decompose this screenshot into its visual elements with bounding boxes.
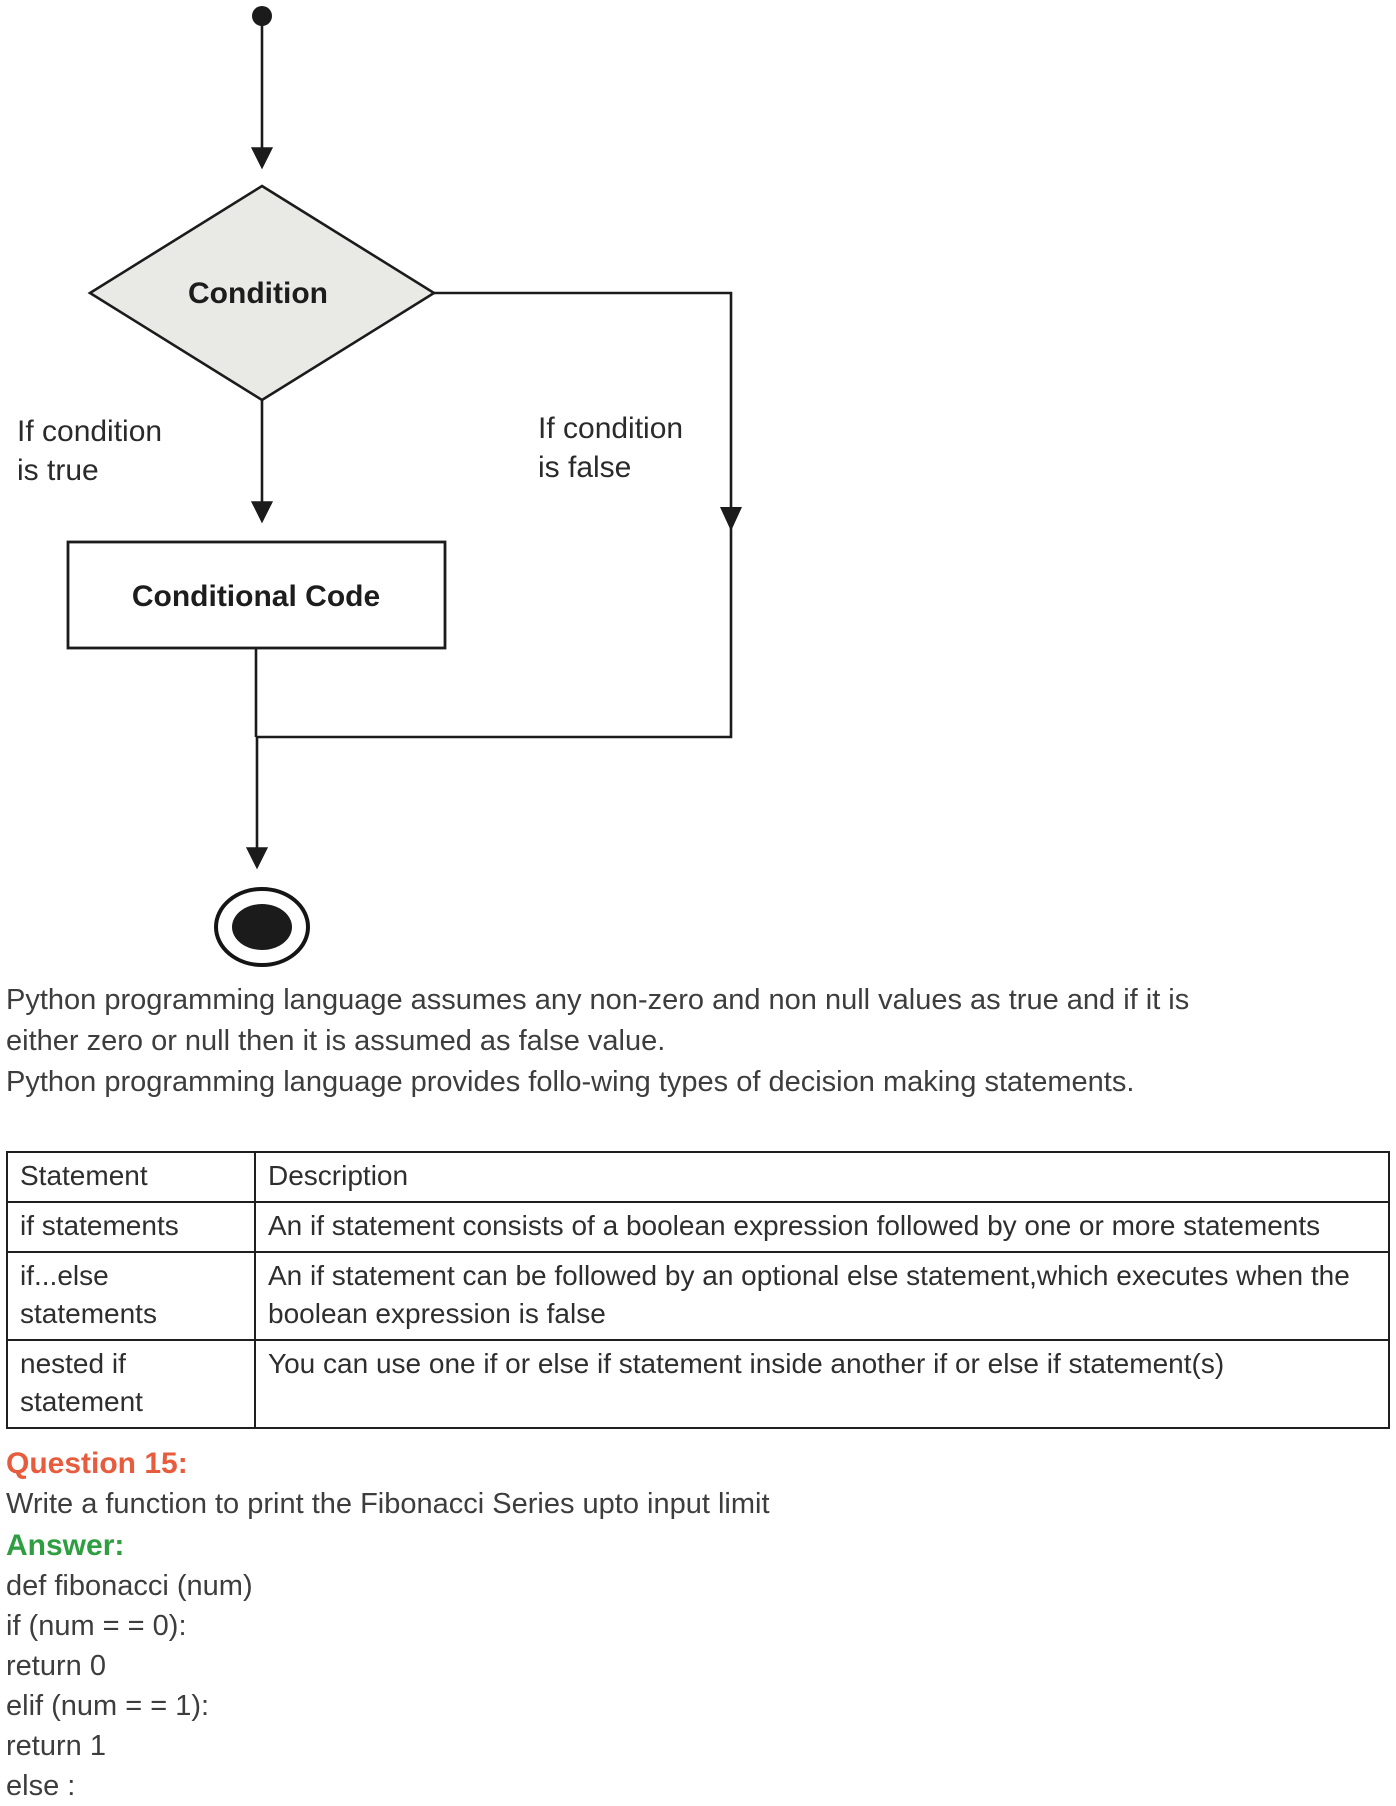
question-label: Question 15:	[6, 1447, 188, 1480]
flow-end-inner-dot	[232, 904, 292, 950]
false-branch-arrowhead	[720, 507, 742, 531]
table-cell-description: An if statement consists of a boolean expression followed by one or more statements	[255, 1202, 1389, 1252]
table-header-description: Description	[255, 1152, 1389, 1202]
table-row	[7, 1202, 1389, 1252]
code-line: else :	[6, 1770, 76, 1802]
table-header-row	[7, 1152, 1389, 1202]
answer-label: Answer:	[6, 1529, 125, 1562]
flow-start-node	[252, 6, 272, 26]
question-text: Write a function to print the Fibonacci Series upto input limit	[6, 1488, 770, 1520]
code-line: return 1	[6, 1730, 106, 1762]
table-row	[7, 1340, 1389, 1428]
true-branch-label-line2: is true	[17, 454, 99, 487]
statements-table	[6, 1151, 1390, 1429]
paragraph-line-1: Python programming language assumes any non-zero and non null values as true and if it is	[6, 984, 1190, 1016]
conditional-code-label: Conditional Code	[131, 580, 381, 613]
false-branch-label-line1: If condition	[538, 412, 684, 445]
true-branch-label-line1: If condition	[17, 415, 163, 448]
paragraph-line-3: Python programming language provides follo-wing types of decision making statements.	[6, 1066, 1135, 1098]
false-branch-label-line2: is false	[538, 451, 632, 484]
code-line: def fibonacci (num)	[6, 1570, 253, 1602]
table-row	[7, 1252, 1389, 1340]
table-cell-description: An if statement can be followed by an optional else statement,which executes when the boolean expression is false	[255, 1252, 1389, 1340]
condition-label: Condition	[188, 277, 328, 310]
document-body	[6, 980, 1390, 1806]
code-line: return 0	[6, 1650, 106, 1682]
code-line: elif (num = = 1):	[6, 1690, 210, 1722]
table-cell-statement: if statements	[7, 1202, 255, 1252]
table-header-statement: Statement	[7, 1152, 255, 1202]
code-line: if (num = = 0):	[6, 1610, 187, 1642]
paragraph-line-2: either zero or null then it is assumed as false value.	[6, 1025, 666, 1057]
table-cell-description: You can use one if or else if statement inside another if or else if statement(s)	[255, 1340, 1389, 1428]
decision-flowchart	[0, 0, 800, 990]
table-cell-statement: nested if statement	[7, 1340, 255, 1428]
table-cell-statement: if...else statements	[7, 1252, 255, 1340]
